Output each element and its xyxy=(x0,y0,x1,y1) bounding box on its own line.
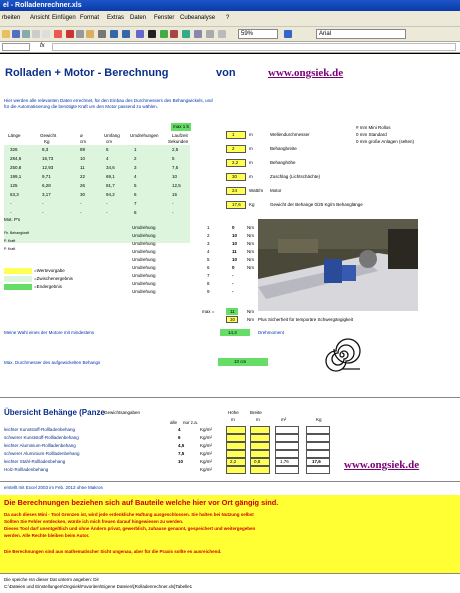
legend-label: =Wertevorgabe xyxy=(34,268,65,273)
unit-kg: Kg xyxy=(44,139,50,144)
undo-icon[interactable] xyxy=(110,30,118,38)
calc-cell: - xyxy=(106,210,108,215)
option-2: 0 mm Standard xyxy=(356,132,387,137)
width-input[interactable] xyxy=(250,426,270,434)
calc-cell: 30 xyxy=(80,192,86,197)
revolution-number: 3 xyxy=(207,241,210,246)
calc-cell: 250,8 xyxy=(10,165,22,170)
option-3: 0 mm große Anlagen (selten) xyxy=(356,139,415,144)
revolution-label: Umdrehung xyxy=(132,273,156,278)
input-label: Behangbreite xyxy=(270,146,297,151)
legend-swatch xyxy=(4,268,32,274)
menu-einfuegen[interactable]: Einfügen xyxy=(52,15,76,21)
revolution-number: 7 xyxy=(207,273,210,278)
calc-cell: 69,1 xyxy=(106,174,115,179)
save-icon[interactable] xyxy=(12,30,20,38)
unit-cm-1: cm xyxy=(80,139,86,144)
calc-cell: 7 xyxy=(134,201,137,206)
extra-unit: Nm xyxy=(247,317,254,322)
calc-cell: 2 xyxy=(134,156,137,161)
area-cell xyxy=(275,450,299,458)
overview-row-unit: Kg/m² xyxy=(200,459,213,464)
calc-cell: - xyxy=(172,210,174,215)
revolution-value: 10 xyxy=(232,241,238,246)
calc-cell: 63,3 xyxy=(10,192,19,197)
header-m1: m xyxy=(231,417,235,422)
kg-cell xyxy=(306,450,330,458)
legend-swatch xyxy=(4,276,32,282)
calc-cell: 284,6 xyxy=(10,156,22,161)
area-cell xyxy=(275,426,299,434)
kg-cell xyxy=(306,426,330,434)
calc-cell: 199,1 xyxy=(10,174,22,179)
calc-cell: - xyxy=(106,201,108,206)
calc-cell: 94,2 xyxy=(106,192,115,197)
area-cell xyxy=(275,442,299,450)
calc-cell: 81,7 xyxy=(106,183,115,188)
input-label: Wellendurchmesser xyxy=(270,132,310,137)
calc-cell: 12,5 xyxy=(172,183,181,188)
calc-cell: 125 xyxy=(10,183,18,188)
calc-cell: 16,73 xyxy=(42,156,54,161)
calc-cell: 3,17 xyxy=(42,192,51,197)
col-header-diameter: ø xyxy=(80,133,83,138)
open-icon[interactable] xyxy=(2,30,10,38)
calc-cell: - xyxy=(80,201,82,206)
revolution-unit: Nm xyxy=(247,249,254,254)
legend-label: =Endergebnis xyxy=(34,284,62,289)
calc-cell: 3 xyxy=(134,165,137,170)
calc-cell: 5 xyxy=(106,147,109,152)
name-box[interactable] xyxy=(2,43,30,51)
overview-row-name: schwerer Kunststoff-Rollladenbehang xyxy=(4,435,79,440)
header-link[interactable]: www.ongsiek.de xyxy=(268,67,344,79)
revolution-value: 0 xyxy=(232,265,235,270)
max-unit: Nm xyxy=(247,309,254,314)
overview-row-unit: Kg/m² xyxy=(200,443,213,448)
header-m2: m xyxy=(256,417,260,422)
height-input[interactable] xyxy=(226,442,246,450)
revolution-value: 11 xyxy=(232,249,237,254)
autosum-icon[interactable] xyxy=(148,30,156,38)
kg-cell xyxy=(306,434,330,442)
height-input[interactable] xyxy=(226,450,246,458)
menu-cubeanalyse[interactable]: Cubeanalyse xyxy=(180,15,216,21)
drawing-icon[interactable] xyxy=(194,30,202,38)
height-input[interactable] xyxy=(226,466,246,474)
calc-cell: 5 xyxy=(134,183,137,188)
overview-row-value: 7,5 xyxy=(178,451,185,456)
calc-cell: - xyxy=(80,210,82,215)
calc-cell: 22 xyxy=(80,174,86,179)
motor-choice-unit: Drehmoment xyxy=(258,330,285,335)
calc-cell: 10 xyxy=(172,174,178,179)
menu-ansicht[interactable]: Ansicht xyxy=(30,15,50,21)
revolution-label: Umdrehung xyxy=(132,257,156,262)
revolution-unit: Nm xyxy=(247,233,254,238)
disclaimer-line-2: Sollten Sie Fehler entdecken, würde ich mich freuen darauf hingewiesen zu werden. xyxy=(4,519,184,524)
input-label: Gewicht der Behange 0/25 Kg/m Behanglänge xyxy=(270,202,363,207)
input-cell[interactable] xyxy=(226,145,246,153)
chart-wizard-icon[interactable] xyxy=(182,30,190,38)
legend-label: =Zwischenergebnis xyxy=(34,276,73,281)
calc-table-bg xyxy=(4,145,190,243)
sort-desc-icon[interactable] xyxy=(170,30,178,38)
overview-row-unit: Kg/m² xyxy=(200,451,213,456)
overview-row-name: schwerer Aluminium-Rollladenbehang xyxy=(4,451,80,456)
overview-col-b: nur z.a. xyxy=(183,420,199,425)
overview-row-value: 6 xyxy=(178,435,181,440)
overview-row-unit: Kg/m² xyxy=(200,435,213,440)
overview-row-value: 4 xyxy=(178,427,181,432)
input-unit: m xyxy=(249,146,253,151)
overview-row-value: 10 xyxy=(178,459,184,464)
header-hoehe: Höhe xyxy=(228,410,239,415)
menu-help[interactable]: ? xyxy=(226,15,230,21)
mot-label-2: P. Kraft xyxy=(4,239,16,243)
kg-cell xyxy=(306,466,330,474)
disclaimer-line-5: Die Berechnungen sind aus mathematischer Sicht ungenau, aber für die Praxis sollte es ausreichend. xyxy=(4,549,222,554)
overview-row-b: 0,8 xyxy=(254,459,261,464)
calc-cell: 15 xyxy=(172,192,178,197)
revolution-label: Umdrehung xyxy=(132,281,156,286)
overview-row-name: leichter Stahl-Rollladenbehang xyxy=(4,459,66,464)
mot-title: Mot. P's xyxy=(4,217,21,222)
unit-seconds: Sekunden xyxy=(168,139,189,144)
overview-row-kg: 17,6 xyxy=(312,459,321,464)
calc-cell: 5 xyxy=(172,156,175,161)
calc-cell: 10 xyxy=(80,156,86,161)
path-line-2: C:\Dateien und Einstellungen\Ongsiek\Favoriten\Eigene Dateien\[Rolladenrechner.xls]Tabelle1 xyxy=(4,584,193,589)
revolution-number: 8 xyxy=(207,281,210,286)
input-unit: m xyxy=(249,160,253,165)
motor-choice-label: Meine Wahl eines der Motore mit mindestens xyxy=(4,330,95,335)
input-unit: Kg xyxy=(249,202,255,207)
revolution-label: Umdrehung xyxy=(132,241,156,246)
sort-asc-icon[interactable] xyxy=(160,30,168,38)
calc-cell: 34,6 xyxy=(106,165,115,170)
revolution-value: - xyxy=(232,273,234,278)
revolution-label: Umdrehung xyxy=(132,225,156,230)
menu-format[interactable]: Format xyxy=(80,15,100,21)
created-info: erstellt mit Excel 2003 im Feb. 2013 ohne Makros xyxy=(4,485,103,490)
input-value: 2 xyxy=(232,146,235,151)
height-input[interactable] xyxy=(226,426,246,434)
menu-extras[interactable]: Extras xyxy=(107,15,125,21)
legend-swatch xyxy=(4,284,32,290)
mail-icon[interactable] xyxy=(22,30,30,38)
path-line-1: Die speiche rsn dieser Dat unterm angeben: Dir xyxy=(4,577,100,582)
preview-icon[interactable] xyxy=(42,30,50,38)
revolution-value: - xyxy=(232,289,234,294)
calc-cell: 2,5 xyxy=(172,147,179,152)
header-kg: Kg xyxy=(316,417,322,422)
window-title: el - Rolladenrechner.xls xyxy=(3,2,82,9)
option-1: # mm Mini Rollos xyxy=(356,125,391,130)
calc-cell: 6 xyxy=(134,192,137,197)
overview-row-name: leichter Aluminium-Rollladenbehang xyxy=(4,443,76,448)
disclaimer-line-1: Da auch dieses Mini - Tool Grenzen ist, wird jede erdenkliche Haftung ausgeschlossen. Sie halten bei Nutzung selbst xyxy=(4,512,254,517)
revolution-label: Umdrehung xyxy=(132,265,156,270)
input-cell[interactable] xyxy=(226,131,246,139)
calc-cell: 326 xyxy=(10,147,18,152)
area-cell xyxy=(275,466,299,474)
overview-row-value: 4,5 xyxy=(178,443,185,448)
col-header-length: Länge xyxy=(8,133,21,138)
print-icon[interactable] xyxy=(32,30,40,38)
menu-fenster[interactable]: Fenster xyxy=(154,15,175,21)
revolution-number: 2 xyxy=(207,233,210,238)
calc-cell: 12,93 xyxy=(42,165,54,170)
formula-bar xyxy=(0,42,460,53)
motor-photo xyxy=(258,219,418,311)
overview-row-name: Holz-Rollladenbehang xyxy=(4,467,49,472)
width-input[interactable] xyxy=(250,466,270,474)
calc-cell: - xyxy=(10,201,12,206)
input-value: 30 xyxy=(232,174,238,179)
revolution-unit: Nm xyxy=(247,265,254,270)
menu-bar xyxy=(0,11,460,27)
calc-cell: 8 xyxy=(134,210,137,215)
footer-link[interactable]: www.ongsiek.de xyxy=(344,459,420,471)
redo-icon[interactable] xyxy=(122,30,130,38)
kg-cell xyxy=(306,442,330,450)
max-value: 11 xyxy=(230,309,235,314)
input-unit: m xyxy=(249,132,253,137)
calc-cell: - xyxy=(42,201,44,206)
calc-cell: 7,5 xyxy=(172,165,179,170)
revolution-number: 9 xyxy=(207,289,210,294)
revolution-number: 4 xyxy=(207,249,210,254)
input-label: Behanghöhe xyxy=(270,160,296,165)
input-value: 1 xyxy=(232,132,235,137)
calc-cell: - xyxy=(172,201,174,206)
height-input[interactable] xyxy=(226,434,246,442)
calc-cell: 4 xyxy=(134,174,137,179)
overview-row-name: leichter Kunststoff-Rollladenbehang xyxy=(4,427,75,432)
extra-value: 30 xyxy=(230,317,236,322)
calc-cell: 8,3 xyxy=(42,147,49,152)
toolbar xyxy=(0,27,460,42)
hyperlink-icon[interactable] xyxy=(136,30,144,38)
calc-cell: 89 xyxy=(80,147,86,152)
revolution-number: 6 xyxy=(207,265,210,270)
calc-cell: 26 xyxy=(80,183,86,188)
revolution-number: 1 xyxy=(207,225,210,230)
revolution-label: Umdrehung xyxy=(132,249,156,254)
col-header-weight: Gewicht xyxy=(40,133,57,138)
revolution-value: 0 xyxy=(232,225,235,230)
overview-row-unit: Kg/m² xyxy=(200,467,213,472)
calc-cell: 11 xyxy=(80,165,85,170)
copy-icon[interactable] xyxy=(76,30,84,38)
revolution-value: 10 xyxy=(232,257,238,262)
revolution-value: 10 xyxy=(232,233,238,238)
revolution-unit: Nm xyxy=(247,241,254,246)
disclaimer-title: Die Berechnungen beziehen sich auf Bauteile welche hier vor Ort gängig sind. xyxy=(4,498,279,507)
header-m2sq: m² xyxy=(281,417,287,422)
unit-cm-2: cm xyxy=(106,139,112,144)
overview-subtitle: Gewichtsangaben xyxy=(104,410,141,415)
page-title: Rolladen + Motor - Berechnung xyxy=(5,67,169,79)
mot-label-1: Fh. Behangkraft xyxy=(4,231,29,235)
revolution-value: - xyxy=(232,281,234,286)
area-cell xyxy=(275,434,299,442)
input-unit: m xyxy=(249,174,253,179)
menu-bearbeiten[interactable]: rbeiten xyxy=(2,15,21,21)
calc-cell: - xyxy=(10,210,12,215)
revolution-number: 5 xyxy=(207,257,210,262)
revolution-label: Umdrehung xyxy=(132,289,156,294)
overview-row-unit: Kg/m² xyxy=(200,427,213,432)
paste-icon[interactable] xyxy=(86,30,94,38)
window-title-bar xyxy=(0,0,460,11)
calc-cell: 9,71 xyxy=(42,174,51,179)
disclaimer-line-4: werden. Alle Rechte bleiben beim Autor. xyxy=(4,533,90,538)
max-label: max = xyxy=(202,309,215,314)
width-input[interactable] xyxy=(250,434,270,442)
col-header-runtime: Laufzeit xyxy=(172,133,188,138)
width-input[interactable] xyxy=(250,442,270,450)
input-value: 17,6 xyxy=(232,202,241,207)
disclaimer-line-3: Dieses Tool darf unentgeltlich und ohne Ändern privat, gewerblich, zuhause genannt, gespeichert und weitergegeben xyxy=(4,526,256,531)
input-unit: Watt/m xyxy=(249,188,264,193)
spellcheck-icon[interactable] xyxy=(54,30,62,38)
intro-line-2: für die Automatisierung die benötigte Kraft um den Motor passend zu wählen. xyxy=(4,104,158,109)
format-painter-icon[interactable] xyxy=(98,30,106,38)
width-input[interactable] xyxy=(250,450,270,458)
font-select[interactable]: Arial xyxy=(316,29,406,39)
title-von: von xyxy=(216,67,236,79)
cut-icon[interactable] xyxy=(66,30,74,38)
help-icon[interactable] xyxy=(284,30,292,38)
fx-icon[interactable]: fx xyxy=(40,43,45,49)
formula-input[interactable] xyxy=(52,43,456,51)
spiral-icon xyxy=(322,335,362,376)
max-diameter-value: 10 cm xyxy=(234,359,247,364)
photo-caption: Plus Sicherheit für temporäre Schwergängigkeit xyxy=(258,317,354,322)
calc-cell: - xyxy=(42,210,44,215)
revolution-unit: Nm xyxy=(247,225,254,230)
calc-cell: 6,28 xyxy=(42,183,51,188)
revolution-label: Umdrehung xyxy=(132,233,156,238)
revolution-unit: Nm xyxy=(247,257,254,262)
col-header-revolutions: Umdrehungen xyxy=(130,133,159,138)
intro-line-1: Hier werden alle relevanten Daten errechnet, für den Einbau des Durchmessers des Behangwickels, und xyxy=(4,98,213,103)
worksheet[interactable] xyxy=(0,53,460,593)
overview-row-m2: 1,76 xyxy=(280,459,289,464)
header-breite: Breite xyxy=(250,410,262,415)
input-value: 2,2 xyxy=(232,160,239,165)
motor-choice-value: 14,3 xyxy=(228,330,237,335)
calc-cell: 4 xyxy=(106,156,109,161)
input-label: Zuschlag (Lichtschächte) xyxy=(270,174,321,179)
menu-daten[interactable]: Daten xyxy=(130,15,147,21)
extra-tool-icon[interactable] xyxy=(206,30,214,38)
zoom-select[interactable]: 59% xyxy=(238,29,278,39)
input-value: 24 xyxy=(232,188,238,193)
mot-label-3: P. Kraft xyxy=(4,247,16,251)
col-header-circumference: Umfang xyxy=(104,133,120,138)
input-label: Motor xyxy=(270,188,282,193)
extra-tool-2-icon[interactable] xyxy=(218,30,226,38)
overview-col-a: alle xyxy=(170,420,178,425)
max-flag: max 1 b xyxy=(173,124,190,129)
overview-title: Übersicht Behänge (Panze xyxy=(4,408,105,417)
calc-cell: 1 xyxy=(134,147,137,152)
overview-row-h: 2,2 xyxy=(230,459,237,464)
max-diameter-label: Max. Durchmesser des aufgewickelten Behangs xyxy=(4,360,101,365)
